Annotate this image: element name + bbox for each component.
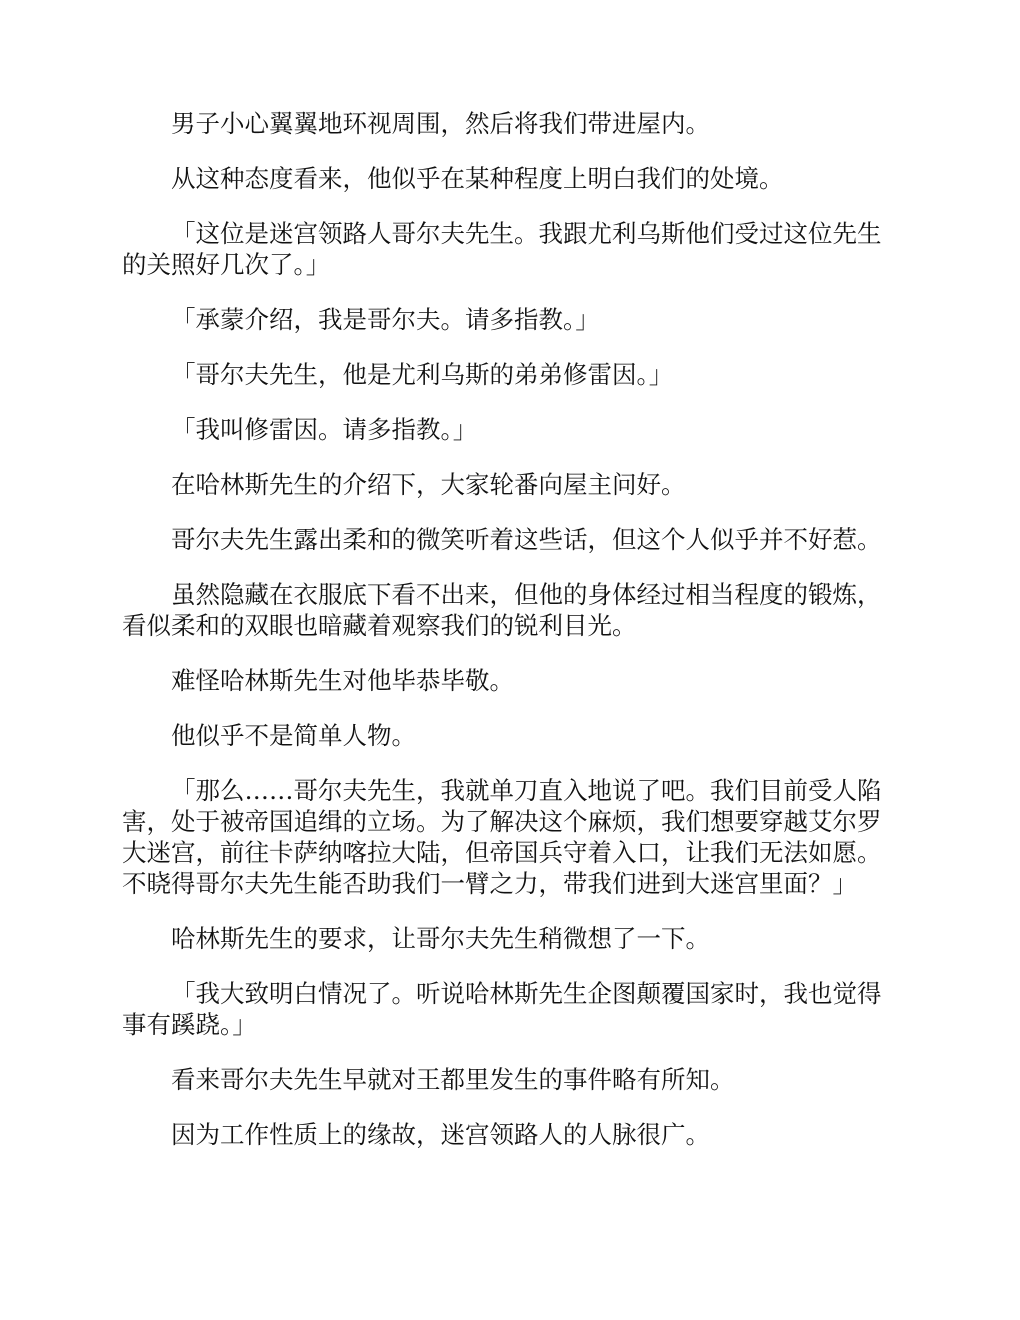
paragraph-9: 虽然隐藏在衣服底下看不出来，但他的身体经过相当程度的锻炼，看似柔和的双眼也暗藏着观察我们的锐利目光。 [122,580,882,640]
paragraph-8: 哥尔夫先生露出柔和的微笑听着这些话，但这个人似乎并不好惹。 [171,525,882,554]
paragraph-14: 「我大致明白情况了。听说哈林斯先生企图颠覆国家时，我也觉得事有蹊跷。」 [122,979,882,1039]
paragraph-6: 「我叫修雷因。请多指教。」 [171,415,478,444]
paragraph-11: 他似乎不是简单人物。 [171,721,416,750]
paragraph-16: 因为工作性质上的缘故，迷宫领路人的人脉很广。 [171,1120,710,1149]
document-page [122,108,898,1174]
paragraph-1: 男子小心翼翼地环视周围，然后将我们带进屋内。 [171,109,710,138]
paragraph-10: 难怪哈林斯先生对他毕恭毕敬。 [171,666,514,695]
paragraph-15: 看来哥尔夫先生早就对王都里发生的事件略有所知。 [171,1065,735,1094]
paragraph-3: 「这位是迷宫领路人哥尔夫先生。我跟尤利乌斯他们受过这位先生的关照好几次了。」 [122,219,882,279]
paragraph-4: 「承蒙介绍，我是哥尔夫。请多指教。」 [171,305,600,334]
paragraph-12: 「那么……哥尔夫先生，我就单刀直入地说了吧。我们目前受人陷害，处于被帝国追缉的立场。为了解决这个麻烦，我们想要穿越艾尔罗大迷宫，前往卡萨纳喀拉大陆，但帝国兵守着入口，让我们无法如愿。不晓得哥尔夫先生能否助我们一臂之力，带我们进到大迷宫里面？」 [122,776,882,898]
paragraph-2: 从这种态度看来，他似乎在某种程度上明白我们的处境。 [171,164,784,193]
paragraph-5: 「哥尔夫先生，他是尤利乌斯的弟弟修雷因。」 [171,360,674,389]
paragraph-13: 哈林斯先生的要求，让哥尔夫先生稍微想了一下。 [171,924,710,953]
paragraph-7: 在哈林斯先生的介绍下，大家轮番向屋主问好。 [171,470,686,499]
